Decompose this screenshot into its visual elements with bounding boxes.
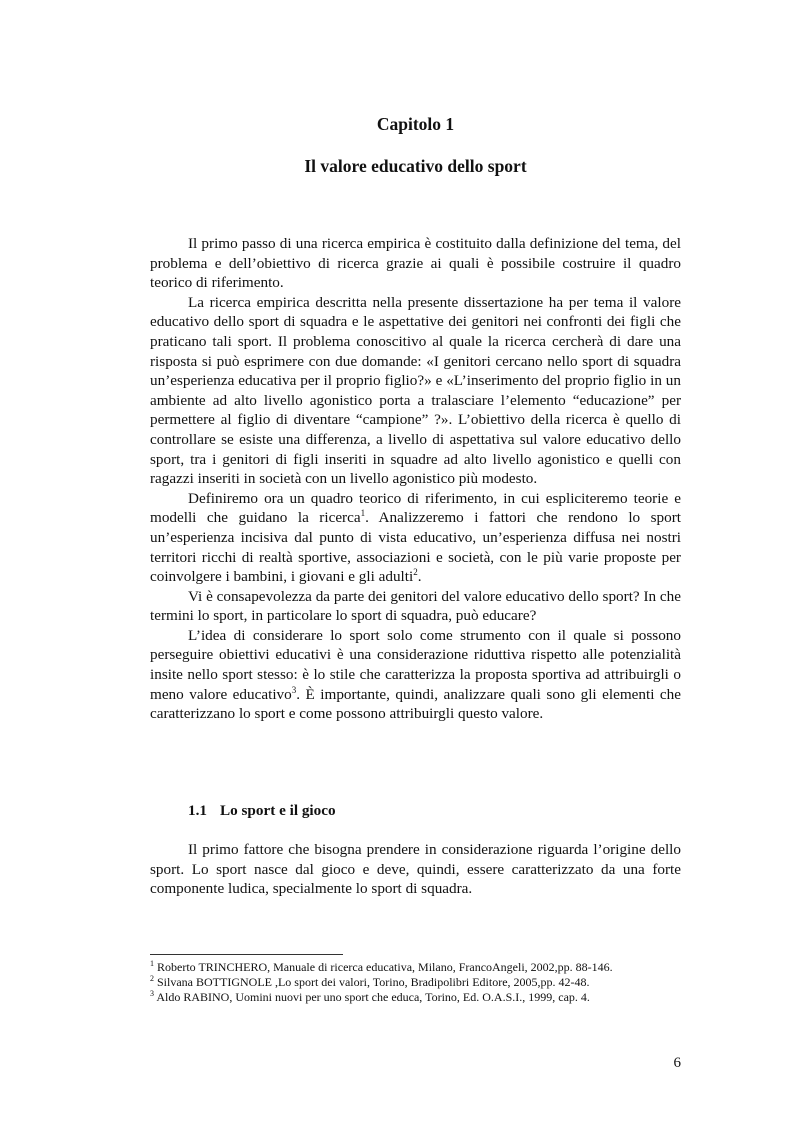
chapter-number: Capitolo 1 xyxy=(376,114,455,134)
page-number: 6 xyxy=(673,1055,681,1071)
paragraph: L’idea di considerare lo sport solo come strumento con il quale si possono perseguire obiettivi educativi è una considerazione riduttiva rispetto alle potenzialità insite nello sport stesso: è lo stile che caratterizza la proposta sportiva ad attribuirgli o meno valore educativo$^3$. È importante, quindi, analizzare quali sono gli elementi che caratterizzano lo sport e come possono attribuirgli questo valore. xyxy=(150,626,681,723)
footnote: $^2$ Silvana BOTTIGNOLE ,Lo sport dei valori, Torino, Bradipolibri Editore, 2005,pp. 42-48. xyxy=(150,974,590,989)
footnote-ref[interactable]: 2 xyxy=(413,567,418,578)
section-title: Lo sport e il gioco xyxy=(220,802,336,819)
paragraph: Definiremo ora un quadro teorico di riferimento, in cui espliciteremo teorie e modelli che guidano la ricerca$^1$. Analizzeremo i fattori che rendono lo sport un’esperienza incisiva dal punto di vista educativo, un’esperienza diffusa nei nostri territori ricchi di realtà sportive, associazioni e società, con le più varie proposte per coinvolgere i bambini, i giovani e gli adulti$^2$. xyxy=(150,489,681,586)
footnote-separator xyxy=(150,954,343,955)
footnote: $^1$ Roberto TRINCHERO, Manuale di ricerca educativa, Milano, FrancoAngeli, 2002,pp. 88-146. xyxy=(150,959,613,974)
paragraph: Il primo passo di una ricerca empirica è costituito dalla definizione del tema, del problema e dell’obiettivo di ricerca grazie ai quali è possibile costruire il quadro teorico di riferimento. xyxy=(150,235,681,292)
paragraph: Vi è consapevolezza da parte dei genitori del valore educativo dello sport? In che termini lo sport, in particolare lo sport di squadra, può educare? xyxy=(150,587,681,625)
section-number: 1.1 xyxy=(188,802,207,819)
chapter-title: Il valore educativo dello sport xyxy=(304,156,527,176)
section-heading xyxy=(188,802,336,820)
paragraph: Il primo fattore che bisogna prendere in considerazione riguarda l’origine dello sport. Lo sport nasce dal gioco e deve, quindi, essere caratterizzato da una forte componente ludica, specialmente lo sport di squadra. xyxy=(150,841,681,898)
footnote-ref[interactable]: 3 xyxy=(291,684,297,695)
section-body xyxy=(150,840,681,899)
footnotes xyxy=(150,960,710,1005)
footnote: $^3$ Aldo RABINO, Uomini nuovi per uno sport che educa, Torino, Ed. O.A.S.I., 1999, cap. 4. xyxy=(150,989,590,1004)
body-text xyxy=(150,234,681,724)
footnote-ref[interactable]: 1 xyxy=(360,508,366,519)
paragraph: La ricerca empirica descritta nella presente dissertazione ha per tema il valore educativo dello sport di squadra e le aspettative dei genitori nei confronti dei figli che praticano tali sport. Il problema conoscitivo al quale la ricerca cercherà di dare una risposta si può esprimere con due domande: «I genitori cercano nello sport di squadra un’esperienza educativa per il proprio figlio?» e «L’inserimento del proprio figlio in un ambiente ad alto livello agonistico porta a tralasciare l’elemento “educazione” per permettere al figlio di diventare “campione” ?». L’obiettivo della ricerca è quello di controllare se esiste una differenza, a livello di aspettativa sul valore educativo dello sport, tra i genitori di figli inseriti in squadre ad alto livello agonistico e quelli con ragazzi inseriti in società con un livello agonistico più modesto. xyxy=(150,293,681,488)
